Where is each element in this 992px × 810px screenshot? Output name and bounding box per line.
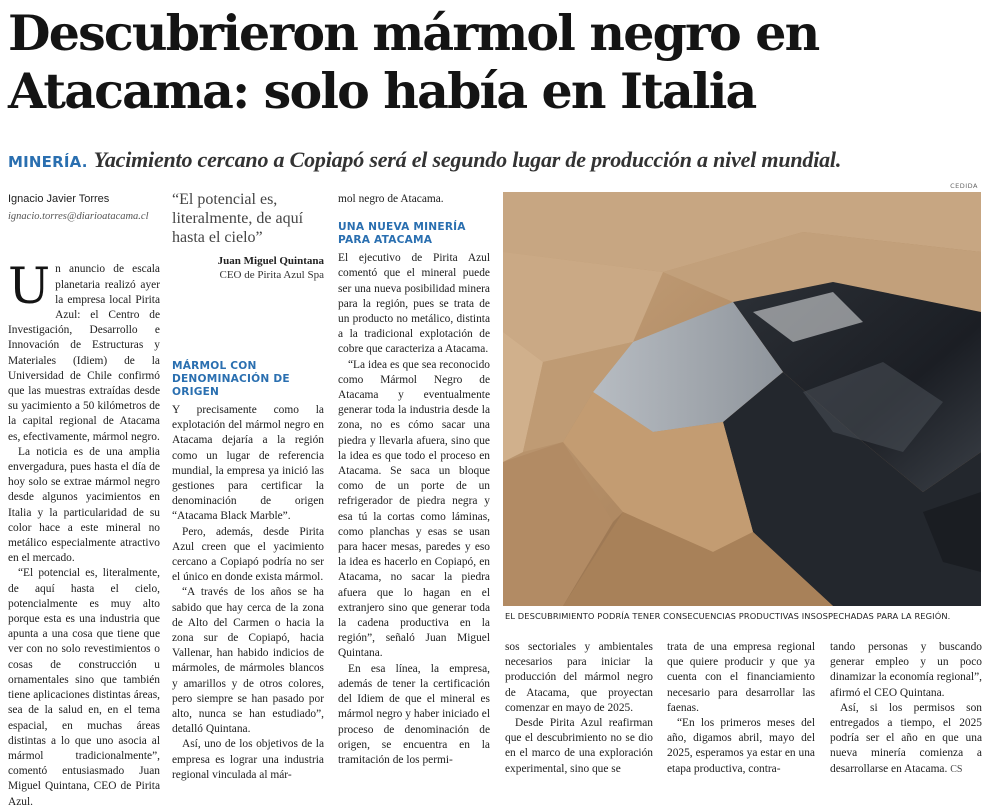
paragraph: Desde Pirita Azul reafirman que el descubrimiento no se dio en el marco de una exploración experimental, sino que se xyxy=(505,717,653,775)
headline: Descubrieron mármol negro en Atacama: solo había en Italia xyxy=(8,4,819,120)
photo-credit: CEDIDA xyxy=(950,182,978,190)
column-5 xyxy=(667,640,815,777)
paragraph: trata de una empresa regional que quiere producir y que ya cuenta con el financiamiento necesario para desarrollar las faenas. xyxy=(667,641,815,714)
marble-photo xyxy=(503,192,981,606)
paragraph: “En los primeros meses del año, digamos abril, mayo del 2025, esperamos ya estar en una etapa productiva, contra- xyxy=(667,717,815,775)
paragraph: Así, uno de los objetivos de la empresa es lograr una industria regional vinculada al már- xyxy=(172,738,324,781)
byline-author: Ignacio Javier Torres xyxy=(8,193,110,205)
pull-quote-text: “El potencial es, literalmente, de aquí hasta el cielo” xyxy=(172,191,304,246)
paragraph: “La idea es que sea reconocido como Mármol Negro de Atacama y eventualmente generar toda la industria desde la zona, no es cómo sacar una piedra y llevarla afuera, sino que la idea es que todo el proceso en Atacama. Se saca un bloque como de un porte de un refrigerador de piedra negra y esa tú la cortas como láminas, como planchas y esas se usan para hacer mesas, paredes y eso la idea es hacerlo en Copiapó, en Atacama, no sacar la piedra afuera que lo hagan en el extranjero sino que generar toda la cadena productiva en la región”, señaló Juan Miguel Quintana. xyxy=(338,358,490,660)
column-3 xyxy=(338,192,490,768)
paragraph: “El potencial es, literalmente, de aquí hasta el cielo, potencialmente es muy alto porque esta es una industria que apunta a una cosa que tiene que ver con no solo revestimientos o cosas de construcción u ornamentales sino que también tiene aplicaciones distintas áreas, sea de la salud en, en el tema espacial, en muchas áreas distintas a lo que uno asocia al mármol tradicionalmente”, comentó entusiasmado Juan Miguel Quintana, CEO de Pirita Azul. xyxy=(8,567,160,808)
byline-email: ignacio.torres@diarioatacama.cl xyxy=(8,211,149,223)
photo-caption: EL DESCUBRIMIENTO PODRÍA TENER CONSECUENCIAS PRODUCTIVAS INSOSPECHADAS PARA LA REGIÓN. xyxy=(505,611,951,621)
end-mark: CS xyxy=(950,763,963,775)
column-1 xyxy=(8,192,160,810)
section-kicker: MINERÍA. xyxy=(8,153,88,171)
column-6 xyxy=(830,640,982,777)
subhead: MÁRMOL CON DENOMINACIÓN DE ORIGEN xyxy=(172,360,290,398)
drop-cap: U xyxy=(8,257,51,316)
paragraph: Pero, además, desde Pirita Azul creen que el yacimiento cercano a Copiapó podría no ser el único en donde exista mármol. xyxy=(172,525,324,584)
paragraph: “A través de los años se ha sabido que hay cerca de la zona de Alto del Carmen o hacia la zona sur de Copiapó, hacia Vallenar, han habido indicios de mármoles, de mármoles blancos y amarillos y de otros colores, pero siempre se han pasado por alto, nunca se han estudiado”, detalló Quintana. xyxy=(172,586,324,736)
pull-quote xyxy=(172,190,324,281)
pull-quote-author: Juan Miguel Quintana xyxy=(217,255,324,267)
paragraph: El ejecutivo de Pirita Azul comentó que el mineral puede ser una nueva posibilidad minera para la región, pues se trata de un producto no metálico, distinta a la tradicional explotación de cobre que caracteriza a Atacama. xyxy=(338,252,490,356)
paragraph: Así, si los permisos son entregados a tiempo, el 2025 podría ser el año en que una nueva minería comienza a desarrollarse en Atacama. CS xyxy=(830,701,982,775)
paragraph: En esa línea, la empresa, además de tener la certificación del Idiem de que el mineral es mármol negro y haber iniciado el proceso de denominación de origen, se encuentra en la tramitación de los permi- xyxy=(338,662,490,766)
column-4 xyxy=(505,640,653,777)
deck xyxy=(8,146,984,176)
column-2 xyxy=(172,360,324,783)
paragraph: Y precisamente como la explotación del mármol negro en Atacama dejaría a la región como un lugar de referencia mundial, la empresa ya inició las gestiones para certificar la denominación de origen “Atacama Black Marble”. xyxy=(172,404,324,523)
paragraph: mol negro de Atacama. xyxy=(338,193,444,205)
paragraph: tando personas y buscando generar empleo y un poco dinamizar la economía regional”, afirmó el CEO Quintana. xyxy=(830,641,982,699)
paragraph: sos sectoriales y ambientales necesarios para iniciar la producción del mármol negro de Atacama, que proyectan comenzar en mayo de 2025. xyxy=(505,641,653,714)
pull-quote-role: CEO de Pirita Azul Spa xyxy=(219,269,324,281)
deck-subtitle: Yacimiento cercano a Copiapó será el segundo lugar de producción a nivel mundial. xyxy=(93,147,842,172)
paragraph: Un anuncio de escala planetaria realizó ayer la empresa local Pirita Azul: el Centro de Investigación, Desarrollo e Innovación de Estructuras y Materiales (Idiem) de la Universidad de Chile confirmó que las muestras extraídas desde su yacimiento a 50 kilómetros de la capital regional de Atacama es, efectivamente, mármol negro. xyxy=(8,257,160,443)
subhead: UNA NUEVA MINERÍA PARA ATACAMA xyxy=(338,221,466,247)
paragraph: La noticia es de una amplia envergadura, pues hasta el día de hoy solo se extrae mármol negro desde algunos yacimientos en Italia y la particularidad de su color hace a este mineral no metálico especialmente atractivo en el mercado. xyxy=(8,445,160,565)
